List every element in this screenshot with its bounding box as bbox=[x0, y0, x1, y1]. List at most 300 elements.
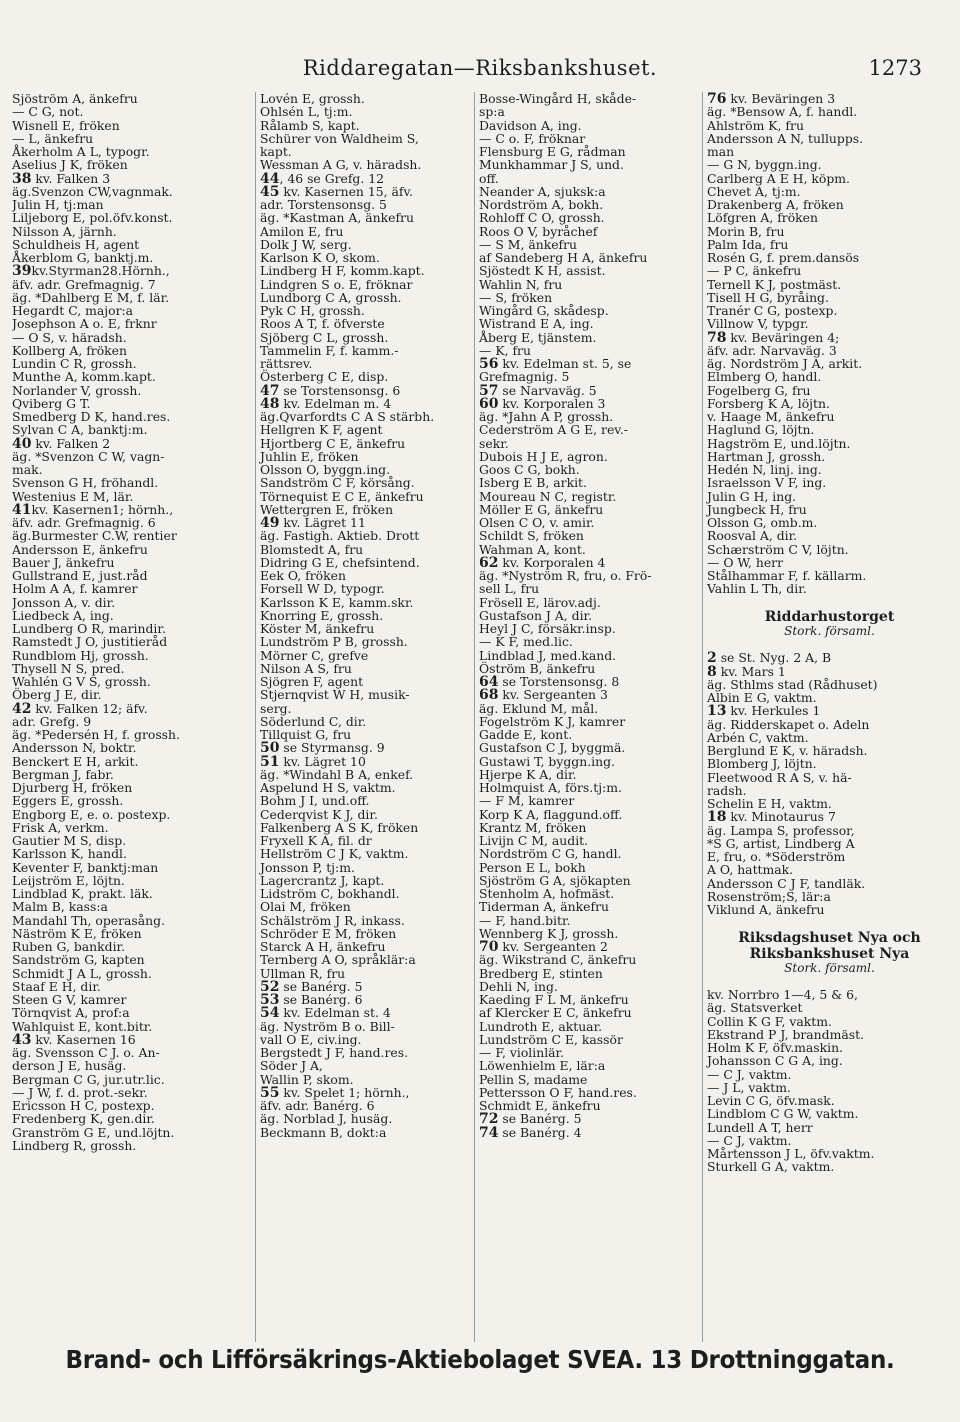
directory-column-1 bbox=[12, 92, 242, 1342]
directory-entry: Lundborg C A, grossh. bbox=[260, 289, 402, 305]
house-number: 44 bbox=[260, 170, 280, 187]
directory-entry: äg. *Kastman A, änkefru bbox=[260, 210, 414, 226]
directory-entry: off. bbox=[479, 170, 499, 186]
directory-entry: Elmberg O, handl. bbox=[707, 369, 822, 385]
directory-entry: Holm A A, f. kamrer bbox=[12, 581, 138, 597]
directory-entry: Rundblom Hj, grossh. bbox=[12, 647, 149, 663]
directory-entry: Bergman C G, jur.utr.lic. bbox=[12, 1071, 165, 1087]
directory-entry: äg.Svenzon CW,vagnmak. bbox=[12, 183, 173, 199]
house-number: 42 bbox=[12, 700, 32, 717]
house-number: 64 bbox=[479, 674, 499, 690]
directory-entry: Jungbeck H, fru bbox=[707, 501, 807, 517]
directory-entry: Tranér C G, postexp. bbox=[707, 303, 838, 318]
directory-entry: 39kv.Styrman28.Hörnh., bbox=[12, 263, 170, 280]
directory-entry: Holm K F, öfv.maskin. bbox=[707, 1040, 844, 1055]
directory-entry: Frisk A, verkm. bbox=[12, 819, 109, 835]
directory-entry: kapt. bbox=[260, 144, 292, 159]
directory-entry: 62 kv. Korporalen 4 bbox=[479, 554, 606, 571]
directory-entry: äg. Fastigh. Aktieb. Drott bbox=[260, 528, 420, 544]
directory-entry: Carlberg A E H, köpm. bbox=[707, 170, 850, 186]
directory-entry: Person E L, bokh bbox=[479, 859, 586, 875]
directory-entry: Engborg E, e. o. postexp. bbox=[12, 806, 171, 822]
parish-note: Stork. församl. bbox=[784, 960, 875, 975]
directory-entry: Moureau N C, registr. bbox=[479, 488, 617, 504]
directory-entry: Schürer von Waldheim S, bbox=[260, 130, 419, 146]
directory-entry: Löwenhielm E, lär:a bbox=[479, 1058, 606, 1074]
directory-entry: äg. Nyström B o. Bill- bbox=[260, 1018, 395, 1034]
directory-entry: Sturkell G A, vaktm. bbox=[707, 1159, 835, 1175]
directory-entry: radsh. bbox=[707, 782, 747, 798]
directory-entry: Cederström A G E, rev.- bbox=[479, 422, 628, 438]
directory-entry: äfv. adr. Banérg. 6 bbox=[260, 1098, 375, 1113]
directory-entry: Keventer F, banktj:man bbox=[12, 859, 159, 875]
parish-note: Stork. församl. bbox=[784, 623, 875, 638]
directory-entry: Österberg C E, disp. bbox=[260, 369, 389, 385]
directory-entry: Stålhammar F, f. källarm. bbox=[707, 568, 867, 583]
directory-entry: Pettersson O F, hand.res. bbox=[479, 1084, 637, 1100]
directory-entry: Wessman A G, v. häradsh. bbox=[260, 157, 422, 173]
directory-entry: Ternberg A O, språklär:a bbox=[260, 952, 416, 968]
directory-entry: Falkenberg A S K, fröken bbox=[260, 819, 419, 835]
directory-entry: Munkhammar J S, und. bbox=[479, 157, 624, 173]
house-number: 74 bbox=[479, 1124, 499, 1141]
directory-entry: Roos A T, f. öfverste bbox=[260, 316, 385, 332]
directory-entry: Schälström J R, inkass. bbox=[260, 912, 405, 928]
directory-entry: Smedberg D K, hand.res. bbox=[12, 409, 171, 424]
house-number: 39 bbox=[12, 263, 32, 280]
directory-entry: Kaeding F L M, änkefru bbox=[479, 992, 629, 1007]
advertisement-banner: Brand- och Lifförsäkrings-Aktiebolaget SVEA. 13 Drottninggatan. bbox=[65, 1345, 895, 1374]
directory-entry: Ekstrand P J, brandmäst. bbox=[707, 1026, 865, 1042]
directory-entry: Dolk J W, serg. bbox=[260, 236, 352, 252]
directory-entry: — P C, änkefru bbox=[707, 263, 802, 279]
directory-entry: Juhlin E, fröken bbox=[260, 448, 359, 464]
directory-entry: Köster M, änkefru bbox=[260, 621, 375, 636]
directory-entry: Karlson K O, skom. bbox=[260, 250, 380, 265]
directory-entry: Benckert E H, arkit. bbox=[12, 753, 139, 769]
directory-entry: 64 se Torstensonsg. 8 bbox=[479, 674, 620, 690]
directory-entry: Thysell N S, pred. bbox=[12, 660, 125, 676]
directory-entry: Vahlin L Th, dir. bbox=[707, 581, 807, 597]
directory-entry: Hjerpe K A, dir. bbox=[479, 766, 577, 782]
directory-entry: 38 kv. Falken 3 bbox=[12, 170, 111, 187]
directory-entry: Jonsson A, v. dir. bbox=[12, 594, 116, 610]
directory-entry: 56 kv. Edelman st. 5, se bbox=[479, 356, 632, 372]
directory-entry: Josephson A o. E, frknr bbox=[12, 316, 157, 332]
directory-entry: Ramstedt J O, justitieråd bbox=[12, 634, 168, 650]
directory-entry: Blomberg J, löjtn. bbox=[707, 756, 817, 772]
directory-entry: Hellgren K F, agent bbox=[260, 422, 383, 438]
directory-entry: Stenholm A, hofmäst. bbox=[479, 886, 615, 901]
house-number: 47 bbox=[260, 382, 280, 399]
directory-entry: Andersson N, boktr. bbox=[12, 740, 137, 756]
directory-entry: Johansson C G A, ing. bbox=[707, 1053, 843, 1069]
directory-entry: Rålamb S, kapt. bbox=[260, 117, 360, 133]
house-number: 48 bbox=[260, 395, 280, 412]
directory-entry: Mörner C, grefve bbox=[260, 647, 369, 663]
page-number: 1273 bbox=[868, 56, 922, 80]
directory-entry: Sjöström G A, sjökapten bbox=[479, 872, 631, 888]
house-number: 8 bbox=[707, 663, 717, 680]
directory-entry: Nilson A S, fru bbox=[260, 660, 352, 676]
directory-entry: äg. *Pedersén H, f. grossh. bbox=[12, 727, 180, 742]
directory-column-3 bbox=[474, 92, 697, 1342]
directory-entry: Tammelin F, f. kamm.- bbox=[260, 342, 399, 358]
directory-entry: Andersson C J F, tandläk. bbox=[707, 875, 866, 891]
directory-entry: Forsell W D, typogr. bbox=[260, 581, 385, 597]
directory-entry: Morin B, fru bbox=[707, 223, 785, 239]
directory-entry: Heyl J C, försäkr.insp. bbox=[479, 621, 616, 636]
house-number: 54 bbox=[260, 1005, 280, 1022]
directory-entry: 13 kv. Herkules 1 bbox=[707, 703, 821, 720]
directory-entry: Lindgren S o. E, fröknar bbox=[260, 276, 413, 292]
directory-entry: 48 kv. Edelman m. 4 bbox=[260, 395, 392, 412]
directory-entry: vall O E, civ.ing. bbox=[260, 1031, 362, 1047]
directory-entry: Lundström C E, kassör bbox=[479, 1031, 623, 1047]
directory-entry: — L, änkefru bbox=[12, 130, 94, 146]
directory-entry: adr. Torstensonsg. 5 bbox=[260, 197, 387, 212]
directory-entry: 72 se Banérg. 5 bbox=[479, 1111, 582, 1128]
directory-entry: Nilsson A, järnh. bbox=[12, 223, 117, 239]
directory-entry: — J L, vaktm. bbox=[707, 1079, 791, 1095]
directory-entry: Gustafson C J, byggmä. bbox=[479, 740, 626, 756]
house-number: 38 bbox=[12, 170, 32, 187]
directory-entry: Ullman R, fru bbox=[260, 965, 346, 981]
directory-entry: Schröder E M, fröken bbox=[260, 925, 397, 941]
directory-entry: 52 se Banérg. 5 bbox=[260, 978, 363, 995]
directory-entry: äg. Sthlms stad (Rådhuset) bbox=[707, 676, 878, 692]
directory-entry: 42 kv. Falken 12; äfv. bbox=[12, 700, 148, 717]
directory-entry: Schmidt J A L, grossh. bbox=[12, 965, 152, 981]
directory-entry: Wahlén G V S, grossh. bbox=[12, 674, 151, 689]
directory-entry: Blomstedt A, fru bbox=[260, 541, 364, 557]
directory-entry: derson J E, husäg. bbox=[12, 1058, 127, 1074]
directory-entry: — J W, f. d. prot.-sekr. bbox=[12, 1084, 148, 1100]
directory-entry: Bergstedt J F, hand.res. bbox=[260, 1045, 409, 1060]
house-number: 51 bbox=[260, 753, 280, 770]
directory-entry: Möller E G, änkefru bbox=[479, 501, 604, 517]
directory-entry: sekr. bbox=[479, 435, 509, 451]
directory-entry: E, fru, o. *Söderström bbox=[707, 849, 846, 864]
directory-entry: Karlsson K E, kamm.skr. bbox=[260, 594, 414, 610]
directory-entry: Hartman J, grossh. bbox=[707, 448, 826, 464]
directory-entry: Bosse-Wingård H, skåde- bbox=[479, 92, 637, 106]
directory-entry: Liedbeck A, ing. bbox=[12, 607, 114, 623]
directory-entry: Wallin P, skom. bbox=[260, 1071, 354, 1087]
directory-entry: 47 se Torstensonsg. 6 bbox=[260, 382, 401, 399]
directory-entry: Aspelund H S, vaktm. bbox=[260, 780, 396, 795]
directory-entry: Qviberg G T. bbox=[12, 395, 91, 411]
directory-entry: — O W, herr bbox=[707, 554, 784, 570]
directory-entry: rättsrev. bbox=[260, 356, 313, 371]
directory-entry: Collin K G F, vaktm. bbox=[707, 1013, 832, 1029]
directory-entry: — O S, v. häradsh. bbox=[12, 329, 127, 345]
house-number: 53 bbox=[260, 992, 280, 1008]
directory-entry: äg. Ridderskapet o. Adeln bbox=[707, 716, 870, 732]
directory-entry: Knorring E, grossh. bbox=[260, 607, 384, 623]
directory-entry: Bohm J I, und.off. bbox=[260, 793, 370, 809]
directory-entry: 68 kv. Sergeanten 3 bbox=[479, 687, 608, 704]
directory-entry: Cederqvist K J, dir. bbox=[260, 806, 378, 822]
directory-entry: Sjögren F, agent bbox=[260, 674, 364, 689]
directory-entry: 54 kv. Edelman st. 4 bbox=[260, 1005, 391, 1022]
directory-entry: 40 kv. Falken 2 bbox=[12, 435, 111, 452]
directory-entry: Goos C G, bokh. bbox=[479, 462, 580, 477]
directory-column-2 bbox=[255, 92, 468, 1342]
directory-entry: Fredenberg K, gen.dir. bbox=[12, 1111, 155, 1127]
directory-entry: Söderlund C, dir. bbox=[260, 713, 367, 729]
directory-entry: 2 se St. Nyg. 2 A, B bbox=[707, 650, 832, 667]
directory-entry: Gustawi T, byggn.ing. bbox=[479, 753, 615, 769]
directory-entry: Krantz M, fröken bbox=[479, 819, 587, 835]
directory-entry: — K, fru bbox=[479, 342, 531, 358]
directory-entry: Gustafson J A, dir. bbox=[479, 607, 593, 623]
directory-entry: Olsson G, omb.m. bbox=[707, 515, 818, 530]
directory-entry: A O, hattmak. bbox=[707, 862, 794, 878]
directory-entry: Granström G E, und.löjtn. bbox=[12, 1124, 175, 1140]
directory-entry: äg. Lampa S, professor, bbox=[707, 822, 855, 838]
house-number: 43 bbox=[12, 1031, 32, 1048]
directory-entry: Didring G E, chefsintend. bbox=[260, 554, 420, 570]
directory-entry: Tiderman A, änkefru bbox=[479, 899, 609, 915]
directory-entry: Andersson E, änkefru bbox=[12, 541, 148, 557]
directory-entry: Holmquist A, förs.tj:m. bbox=[479, 780, 622, 795]
directory-entry: Svenson G H, fröhandl. bbox=[12, 475, 159, 491]
directory-entry: Roos O V, byråchef bbox=[479, 223, 598, 239]
directory-entry: Beckmann B, dokt:a bbox=[260, 1124, 387, 1140]
directory-entry: Hegardt C, major:a bbox=[12, 303, 134, 318]
directory-entry: Schildt S, fröken bbox=[479, 528, 584, 544]
directory-entry: Djurberg H, fröken bbox=[12, 780, 133, 795]
directory-entry: Korp K A, flaggund.off. bbox=[479, 806, 623, 822]
directory-entry: Lagercrantz J, kapt. bbox=[260, 872, 385, 888]
directory-entry: Steen G V, kamrer bbox=[12, 992, 127, 1007]
directory-entry: — F, hand.bitr. bbox=[479, 912, 571, 928]
directory-entry: Grefmagnig. 5 bbox=[479, 369, 570, 385]
directory-entry: 53 se Banérg. 6 bbox=[260, 992, 363, 1008]
directory-entry: — K F, med.lic. bbox=[479, 634, 573, 650]
directory-entry: — C J, vaktm. bbox=[707, 1066, 792, 1082]
directory-entry: — C o. F, fröknar bbox=[479, 130, 586, 146]
directory-entry: Chevet A, tj:m. bbox=[707, 183, 801, 199]
directory-entry: Flensburg E G, rådman bbox=[479, 144, 626, 159]
directory-entry: äg. Norblad J, husäg. bbox=[260, 1111, 393, 1127]
house-number: 13 bbox=[707, 703, 727, 720]
directory-entry: Starck A H, änkefru bbox=[260, 939, 386, 954]
directory-entry bbox=[707, 596, 952, 609]
directory-entry: v. Haage M, änkefru bbox=[707, 409, 835, 424]
directory-entry: Lundin C R, grossh. bbox=[12, 356, 137, 371]
directory-entry: Wahlin N, fru bbox=[479, 276, 563, 292]
directory-entry: Wettergren E, fröken bbox=[260, 501, 394, 517]
directory-entry: Sjöberg C L, grossh. bbox=[260, 329, 389, 345]
directory-entry: Hjortberg C E, änkefru bbox=[260, 435, 406, 451]
directory-entry: Lidström C, bokhandl. bbox=[260, 886, 400, 901]
directory-entry: Eggers E, grossh. bbox=[12, 793, 124, 809]
directory-entry: Julin H, tj:man bbox=[12, 197, 104, 212]
directory-entry: Nordström A, bokh. bbox=[479, 197, 604, 212]
directory-entry: Hellström C J K, vaktm. bbox=[260, 846, 409, 862]
directory-entry: Gadde E, kont. bbox=[479, 727, 573, 742]
directory-entry: 43 kv. Kasernen 16 bbox=[12, 1031, 136, 1048]
directory-entry: Tillquist G, fru bbox=[260, 727, 352, 742]
directory-entry: Rosén G, f. prem.dansös bbox=[707, 250, 860, 265]
directory-entry: Nordström C G, handl. bbox=[479, 846, 622, 862]
directory-entry: — S M, änkefru bbox=[479, 236, 578, 252]
directory-entry: Olai M, fröken bbox=[260, 899, 351, 915]
directory-entry: Wennberg K J, grossh. bbox=[479, 925, 619, 941]
house-number: 70 bbox=[479, 939, 499, 955]
directory-entry: Karlsson K, handl. bbox=[12, 846, 127, 862]
directory-entry: Sandström G, kapten bbox=[12, 952, 145, 968]
directory-entry: Davidson A, ing. bbox=[479, 117, 582, 133]
directory-entry: adr. Grefg. 9 bbox=[12, 713, 92, 729]
house-number: 41 bbox=[12, 501, 32, 518]
directory-entry: äg. Nordström J A, arkit. bbox=[707, 356, 863, 371]
house-number: 55 bbox=[260, 1084, 280, 1101]
directory-entry: Törnequist E C E, änkefru bbox=[260, 488, 424, 504]
directory-entry: Bergman J, fabr. bbox=[12, 766, 114, 782]
directory-entry: Albin E G, vaktm. bbox=[707, 690, 817, 705]
directory-entry: man bbox=[707, 144, 735, 159]
directory-entry: Wahlquist E, kont.bitr. bbox=[12, 1018, 153, 1034]
directory-entry: Palm Ida, fru bbox=[707, 236, 789, 252]
directory-entry: Ahlström K, fru bbox=[707, 117, 804, 133]
directory-entry bbox=[707, 638, 952, 651]
directory-entry: 44, 46 se Grefg. 12 bbox=[260, 170, 385, 187]
directory-entry: Dehli N, ing. bbox=[479, 978, 558, 994]
house-number: 76 bbox=[707, 92, 727, 107]
directory-entry: äg. *Jahn A P, grossh. bbox=[479, 409, 614, 424]
directory-entry: Lundroth E, aktuar. bbox=[479, 1018, 603, 1034]
directory-entry: Bredberg E, stinten bbox=[479, 965, 603, 981]
directory-entry: Gautier M S, disp. bbox=[12, 833, 127, 848]
house-number: 57 bbox=[479, 382, 499, 399]
directory-entry: af Sandeberg H A, änkefru bbox=[479, 250, 648, 265]
directory-entry: 51 kv. Lägret 10 bbox=[260, 753, 366, 770]
directory-entry: Liljeborg E, pol.öfv.konst. bbox=[12, 210, 173, 226]
directory-entry: Löfgren A, fröken bbox=[707, 210, 818, 226]
directory-entry: — C J, vaktm. bbox=[707, 1132, 792, 1148]
directory-entry: sp:a bbox=[479, 104, 505, 120]
directory-entry: Öström B, änkefru bbox=[479, 660, 596, 676]
directory-entry: 49 kv. Lägret 11 bbox=[260, 515, 366, 531]
directory-entry: Roosval A, dir. bbox=[707, 528, 798, 544]
directory-entry: Rohloff C O, grossh. bbox=[479, 210, 605, 226]
directory-entry: Ternell K J, postmäst. bbox=[707, 276, 842, 292]
directory-entry: Åkerblom G, banktj.m. bbox=[12, 250, 154, 265]
directory-entry: Isberg E B, arkit. bbox=[479, 475, 587, 491]
house-number: 62 bbox=[479, 554, 499, 571]
directory-entry: Schærström C V, löjtn. bbox=[707, 541, 849, 557]
directory-column-4 bbox=[702, 92, 952, 1342]
directory-entry: 41kv. Kasernen1; hörnh., bbox=[12, 501, 174, 518]
directory-entry: Amilon E, fru bbox=[260, 223, 344, 239]
directory-entry: 8 kv. Mars 1 bbox=[707, 663, 786, 680]
directory-entry: Schmidt E, änkefru bbox=[479, 1098, 601, 1113]
directory-entry: äfv. adr. Narvaväg. 3 bbox=[707, 342, 837, 358]
directory-entry: Munthe A, komm.kapt. bbox=[12, 369, 156, 385]
directory-entry: Åberg E, tjänstem. bbox=[479, 329, 597, 345]
directory-entry: Aselius J K, fröken bbox=[12, 157, 128, 173]
directory-entry: Lovén E, grossh. bbox=[260, 92, 365, 106]
directory-entry: Lindberg R, grossh. bbox=[12, 1137, 137, 1153]
directory-entry: Livijn C M, audit. bbox=[479, 833, 589, 848]
house-number: 40 bbox=[12, 435, 32, 452]
directory-entry: Lundström P B, grossh. bbox=[260, 634, 408, 650]
directory-entry: Ruben G, bankdir. bbox=[12, 939, 126, 954]
directory-entry: Fogelberg G, fru bbox=[707, 382, 811, 398]
directory-entry: Haglund G, löjtn. bbox=[707, 422, 815, 438]
directory-entry: Söder J A, bbox=[260, 1058, 323, 1074]
directory-entry: Lindberg H F, komm.kapt. bbox=[260, 263, 425, 279]
directory-entry: 70 kv. Sergeanten 2 bbox=[479, 939, 608, 955]
directory-entry: 74 se Banérg. 4 bbox=[479, 1124, 582, 1141]
house-number: 49 bbox=[260, 515, 280, 531]
directory-entry: äg. *Svenzon C W, vagn- bbox=[12, 448, 165, 464]
directory-entry: äg. *Dahlberg E M, f. lär. bbox=[12, 289, 170, 305]
directory-entry: Wisnell E, fröken bbox=[12, 117, 120, 133]
directory-entry: Eek O, fröken bbox=[260, 568, 346, 583]
directory-entry: Lindblom C G W, vaktm. bbox=[707, 1106, 859, 1122]
directory-columns bbox=[12, 92, 952, 1342]
directory-entry: Olsen C O, v. amir. bbox=[479, 515, 595, 530]
directory-entry: äg.Burmester C.W, rentier bbox=[12, 528, 177, 544]
directory-entry: Andersson A N, tullupps. bbox=[707, 130, 864, 146]
directory-entry: Sjöstedt K H, assist. bbox=[479, 263, 606, 279]
directory-entry: Neander A, sjuksk:a bbox=[479, 183, 606, 199]
directory-entry: 57 se Narvaväg. 5 bbox=[479, 382, 597, 399]
directory-entry: Forsberg K A, löjtn. bbox=[707, 395, 830, 411]
directory-entry: Åkerholm A L, typogr. bbox=[12, 144, 150, 159]
directory-entry: Lindblad J, med.kand. bbox=[479, 647, 617, 663]
directory-entry: Hagström E, und.löjtn. bbox=[707, 435, 851, 451]
directory-entry: Sylvan C A, banktj:m. bbox=[12, 422, 148, 438]
directory-entry: 50 se Styrmansg. 9 bbox=[260, 740, 385, 757]
directory-entry: Berglund E K, v. häradsh. bbox=[707, 743, 868, 758]
directory-entry: 55 kv. Spelet 1; hörnh., bbox=[260, 1084, 410, 1101]
page-title: Riddaregatan—Riksbankshuset. bbox=[302, 56, 658, 80]
directory-entry: äg. *Nyström R, fru, o. Frö- bbox=[479, 568, 652, 583]
directory-entry: Malm B, kass:a bbox=[12, 899, 108, 915]
house-number: 18 bbox=[707, 809, 727, 826]
house-number: 56 bbox=[479, 356, 499, 372]
directory-entry: Näström K E, fröken bbox=[12, 925, 142, 941]
directory-entry: sell L, fru bbox=[479, 581, 540, 597]
house-number: 2 bbox=[707, 650, 717, 667]
directory-entry: Schelin E H, vaktm. bbox=[707, 796, 832, 811]
house-number: 50 bbox=[260, 740, 280, 757]
directory-entry: Viklund A, änkefru bbox=[707, 902, 825, 917]
directory-entry: Pellin S, madame bbox=[479, 1071, 588, 1087]
directory-entry: 18 kv. Minotaurus 7 bbox=[707, 809, 836, 826]
house-number: 60 bbox=[479, 395, 499, 412]
directory-entry: 76 kv. Beväringen 3 bbox=[707, 92, 836, 107]
directory-entry: Lindblad K, prakt. läk. bbox=[12, 886, 153, 901]
directory-entry: af Klercker E C, änkefru bbox=[479, 1005, 632, 1021]
directory-entry bbox=[707, 916, 952, 929]
directory-entry: Norlander V, grossh. bbox=[12, 382, 142, 398]
directory-entry: — F, violinlär. bbox=[479, 1045, 565, 1060]
directory-entry: Gullstrand E, just.råd bbox=[12, 568, 148, 583]
directory-entry: Mårtensson J L, öfv.vaktm. bbox=[707, 1146, 875, 1161]
directory-entry: äfv. adr. Grefmagnig. 6 bbox=[12, 515, 156, 530]
house-number: 52 bbox=[260, 978, 280, 995]
directory-entry: äg. Eklund M, mål. bbox=[479, 700, 599, 716]
directory-entry: Jonsson P, tj:m. bbox=[260, 859, 355, 875]
directory-entry: Wahman A, kont. bbox=[479, 541, 586, 557]
house-number: 72 bbox=[479, 1111, 499, 1128]
